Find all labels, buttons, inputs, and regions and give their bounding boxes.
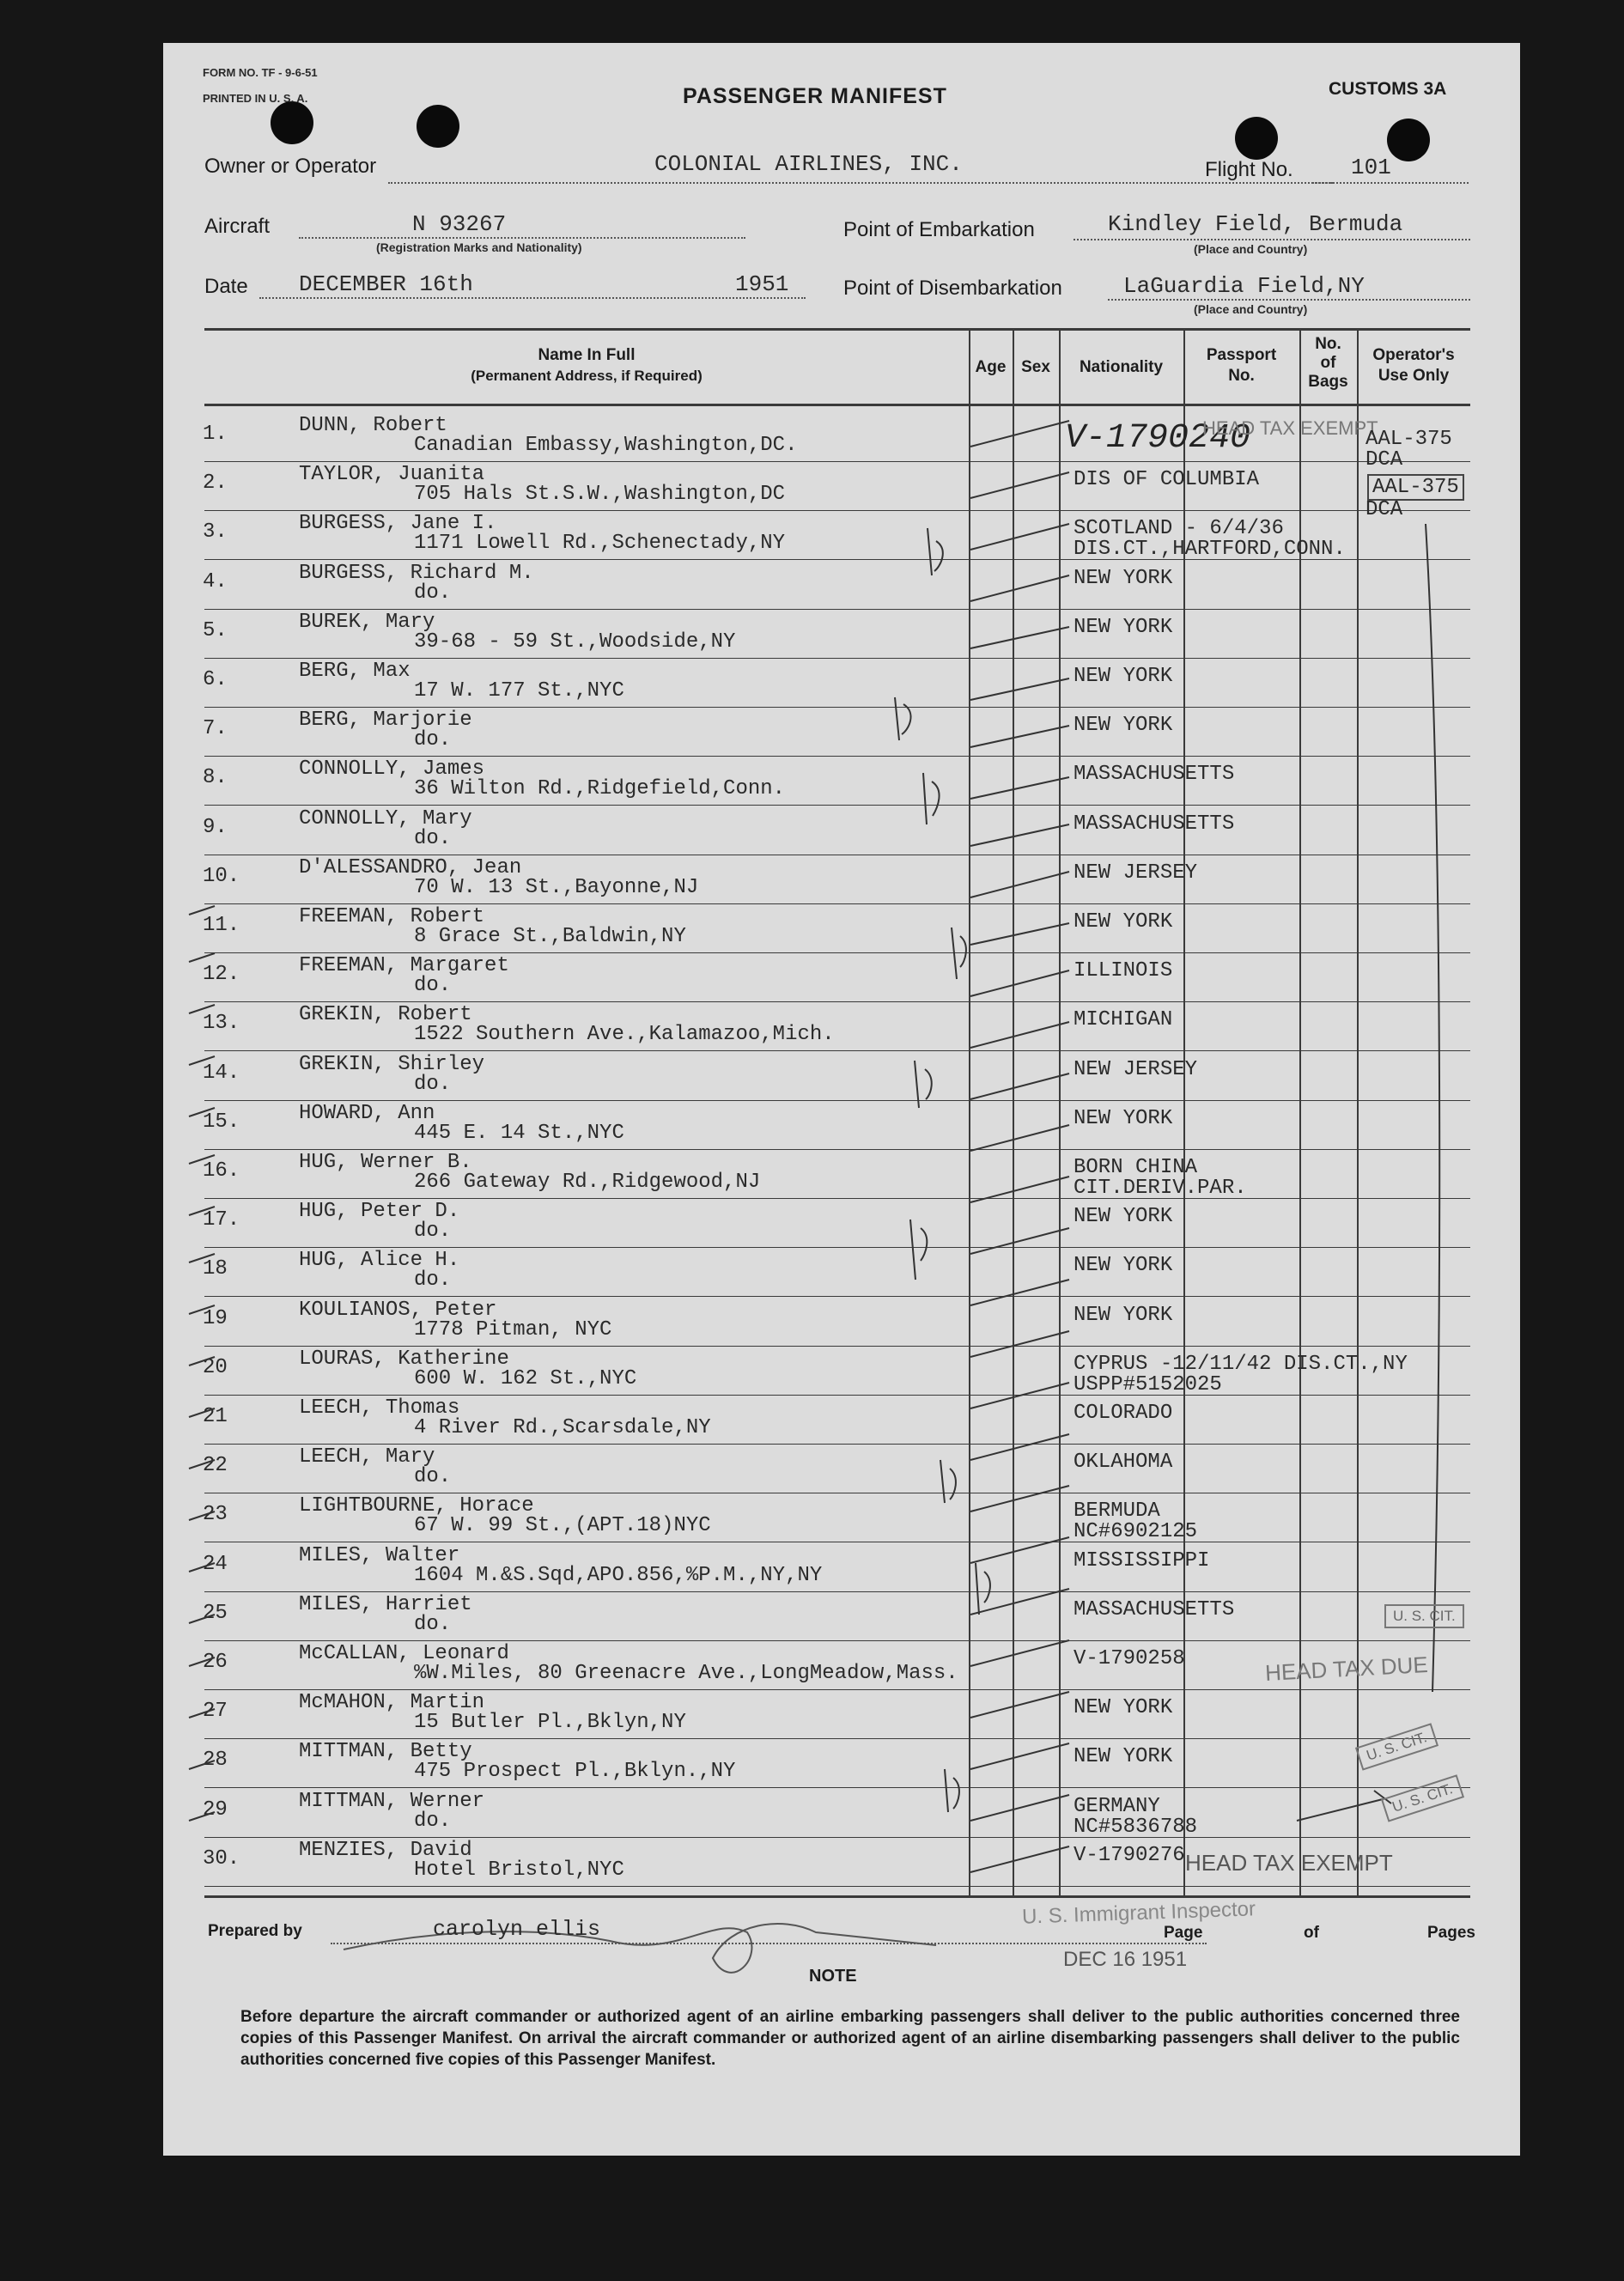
passenger-number: 24	[203, 1552, 228, 1576]
passenger-address: Canadian Embassy,Washington,DC.	[414, 434, 798, 457]
passenger-number: 13.	[203, 1012, 240, 1036]
passenger-nationality: NEW YORK	[1074, 910, 1173, 934]
aircraft-caption: (Registration Marks and Nationality)	[376, 240, 582, 254]
passenger-number: 5.	[203, 618, 228, 642]
passenger-address: do.	[414, 1268, 452, 1293]
passenger-nationality: BERMUDA	[1074, 1499, 1160, 1524]
aal-code-1: AAL-375	[1365, 428, 1452, 451]
passenger-name: GREKIN, Robert	[299, 1003, 472, 1027]
passenger-nationality: NEW YORK	[1074, 615, 1173, 639]
passenger-number: 20	[203, 1355, 228, 1379]
passenger-name: BERG, Marjorie	[299, 709, 472, 733]
passenger-address: 4 River Rd.,Scarsdale,NY	[414, 1416, 711, 1439]
aal-code-2: AAL-375	[1367, 474, 1464, 501]
passenger-nationality: NEW YORK	[1074, 1254, 1173, 1278]
passenger-number: 23	[203, 1503, 228, 1527]
passenger-name: McCALLAN, Leonard	[299, 1642, 509, 1665]
passenger-name: LOURAS, Katherine	[299, 1347, 509, 1371]
passenger-address: do.	[414, 974, 452, 998]
date-value: DECEMBER 16th	[299, 271, 473, 297]
prepared-by-value: carolyn ellis	[433, 1917, 601, 1942]
col-header-bags-line1: No.	[1315, 335, 1341, 353]
passenger-nationality: ILLINOIS	[1074, 959, 1173, 983]
passenger-number: 22	[203, 1454, 228, 1478]
note-title: NOTE	[809, 1967, 857, 1986]
passenger-passport-detail: CIT.DERIV.PAR.	[1074, 1177, 1247, 1200]
passenger-nationality: NEW YORK	[1074, 1696, 1173, 1720]
passenger-nationality: NEW JERSEY	[1074, 861, 1198, 885]
manifest-sheet	[163, 43, 1520, 2156]
passenger-nationality: GERMANY	[1074, 1794, 1160, 1818]
passenger-number: 18	[203, 1257, 228, 1281]
passenger-name: CONNOLLY, Mary	[299, 806, 472, 830]
passenger-number: 27	[203, 1700, 228, 1724]
col-header-nationality: Nationality	[1079, 358, 1164, 376]
handwriting-marks	[163, 43, 1520, 2156]
passenger-address: do.	[414, 1612, 452, 1636]
passenger-nationality: MASSACHUSETTS	[1074, 763, 1235, 787]
prepared-by-label: Prepared by	[208, 1922, 302, 1940]
col-header-name-line2: (Permanent Address, if Required)	[471, 368, 703, 384]
us-cit-stamp-2: U. S. CIT.	[1355, 1723, 1438, 1770]
passenger-passport-detail: DIS.CT.,HARTFORD,CONN.	[1074, 538, 1346, 562]
passenger-address: do.	[414, 1809, 452, 1833]
page-label: Page	[1164, 1924, 1203, 1942]
passenger-address: do.	[414, 728, 452, 752]
col-header-bags-line3: Bags	[1308, 373, 1348, 391]
passenger-name: LEECH, Mary	[299, 1445, 435, 1469]
passenger-address: %W.Miles, 80 Greenacre Ave.,LongMeadow,Mass.	[414, 1662, 958, 1685]
passenger-address: 705 Hals St.S.W.,Washington,DC	[414, 483, 786, 507]
passenger-name: TAYLOR, Juanita	[299, 463, 485, 487]
passenger-address: do.	[414, 1465, 452, 1489]
passenger-address: 266 Gateway Rd.,Ridgewood,NJ	[414, 1171, 761, 1194]
date-stamp: DEC 16 1951	[1063, 1948, 1188, 1971]
passenger-number: 16.	[203, 1159, 240, 1183]
passenger-number: 28	[203, 1749, 228, 1773]
passenger-address: 67 W. 99 St.,(APT.18)NYC	[414, 1514, 711, 1538]
passenger-number: 7.	[203, 717, 228, 741]
passenger-address: 475 Prospect Pl.,Bklyn.,NY	[414, 1760, 736, 1784]
passenger-address: do.	[414, 826, 452, 850]
passenger-name: BUREK, Mary	[299, 610, 435, 634]
head-tax-exempt-bottom: HEAD TAX EXEMPT	[1185, 1850, 1393, 1876]
passenger-address: 39-68 - 59 St.,Woodside,NY	[414, 630, 736, 654]
passenger-passport-detail: NC#6902125	[1074, 1520, 1198, 1544]
passenger-number: 6.	[203, 668, 228, 691]
pages-label: Pages	[1427, 1924, 1475, 1942]
passenger-number: 30.	[203, 1846, 240, 1870]
passenger-name: MITTMAN, Werner	[299, 1789, 485, 1813]
of-label: of	[1304, 1924, 1319, 1942]
passenger-name: BURGESS, Jane I.	[299, 512, 497, 536]
passenger-name: D'ALESSANDRO, Jean	[299, 855, 522, 879]
passenger-name: LIGHTBOURNE, Horace	[299, 1494, 534, 1518]
passenger-address: Hotel Bristol,NYC	[414, 1858, 624, 1882]
row1-passport-handwritten: V-1790240	[1065, 419, 1251, 458]
passenger-address: 445 E. 14 St.,NYC	[414, 1121, 624, 1145]
flight-value: 101	[1351, 155, 1391, 180]
passenger-name: MILES, Walter	[299, 1543, 460, 1567]
passenger-name: CONNOLLY, James	[299, 757, 485, 782]
date-label: Date	[204, 275, 248, 298]
passenger-address: 1522 Southern Ave.,Kalamazoo,Mich.	[414, 1023, 835, 1047]
passenger-nationality: NEW YORK	[1074, 1303, 1173, 1327]
passenger-nationality: MASSACHUSETTS	[1074, 1597, 1235, 1621]
passenger-nationality: MASSACHUSETTS	[1074, 812, 1235, 836]
passenger-address: 15 Butler Pl.,Bklyn,NY	[414, 1711, 686, 1735]
passenger-name: McMAHON, Martin	[299, 1691, 485, 1715]
col-header-name-line1: Name In Full	[538, 346, 636, 364]
passenger-number: 14.	[203, 1061, 240, 1085]
passenger-number: 1.	[203, 423, 228, 446]
passenger-address: 17 W. 177 St.,NYC	[414, 679, 624, 703]
col-header-passport-line1: Passport	[1206, 346, 1277, 364]
passenger-address: do.	[414, 1220, 452, 1244]
dca-code-2: DCA	[1365, 498, 1403, 521]
passenger-name: MENZIES, David	[299, 1838, 472, 1862]
passenger-number: 9.	[203, 815, 228, 839]
passenger-nationality: COLORADO	[1074, 1402, 1173, 1425]
passenger-address: 600 W. 162 St.,NYC	[414, 1366, 637, 1390]
inspector-stamp: U. S. Immigrant Inspector	[1021, 1897, 1256, 1929]
passenger-name: HUG, Peter D.	[299, 1200, 460, 1224]
head-tax-exempt-top: HEAD TAX EXEMPT	[1202, 417, 1378, 439]
passenger-nationality: OKLAHOMA	[1074, 1451, 1173, 1475]
passenger-name: FREEMAN, Margaret	[299, 954, 509, 978]
passenger-nationality: NEW JERSEY	[1074, 1057, 1198, 1081]
passenger-name: DUNN, Robert	[299, 414, 447, 437]
passenger-name: FREEMAN, Robert	[299, 905, 485, 928]
us-cit-stamp: U. S. CIT.	[1384, 1604, 1464, 1628]
passenger-nationality: NEW YORK	[1074, 1106, 1173, 1130]
year-value: 1951	[735, 271, 789, 297]
passenger-address: 1778 Pitman, NYC	[414, 1317, 612, 1341]
passenger-name: HUG, Werner B.	[299, 1151, 472, 1174]
passenger-nationality: NEW YORK	[1074, 1205, 1173, 1229]
passenger-number: 25	[203, 1601, 228, 1625]
owner-value: COLONIAL AIRLINES, INC.	[654, 151, 963, 177]
passenger-name: LEECH, Thomas	[299, 1396, 460, 1420]
passenger-number: 19	[203, 1306, 228, 1330]
disembarkation-caption: (Place and Country)	[1194, 302, 1308, 316]
passenger-number: 15.	[203, 1110, 240, 1134]
passenger-nationality: NEW YORK	[1074, 665, 1173, 688]
prepared-by-line	[331, 1943, 1207, 1944]
passenger-number: 3.	[203, 520, 228, 544]
passenger-number: 10.	[203, 864, 240, 888]
passenger-address: 8 Grace St.,Baldwin,NY	[414, 925, 686, 948]
passenger-address: 36 Wilton Rd.,Ridgefield,Conn.	[414, 777, 786, 801]
passenger-nationality: V-1790276	[1074, 1843, 1185, 1867]
passenger-name: MITTMAN, Betty	[299, 1740, 472, 1764]
note-text: Before departure the aircraft commander or authorized agent of an airline embarking passengers shall deliver to the public authorities concerned three copies of this Passenger Manifest. On arrival the aircraft commander or authorized agent of an airline disembarking passengers shall deliver to the public authorities concerned five copies of this Passenger Manifest.	[240, 2008, 1460, 2069]
passenger-number: 11.	[203, 914, 240, 937]
head-tax-due-stamp: HEAD TAX DUE	[1264, 1651, 1429, 1686]
passenger-number: 26	[203, 1651, 228, 1674]
passenger-number: 21	[203, 1405, 228, 1428]
col-header-passport-line2: No.	[1228, 367, 1255, 385]
passenger-address: 70 W. 13 St.,Bayonne,NJ	[414, 875, 699, 899]
passenger-nationality: MICHIGAN	[1074, 1008, 1173, 1032]
passenger-name: MILES, Harriet	[299, 1592, 472, 1616]
passenger-number: 8.	[203, 766, 228, 790]
passenger-name: BURGESS, Richard M.	[299, 561, 534, 585]
passenger-nationality: BORN CHINA	[1074, 1156, 1198, 1179]
disembarkation-value: LaGuardia Field,NY	[1123, 273, 1365, 299]
passenger-number: 12.	[203, 963, 240, 987]
customs-form-id: CUSTOMS 3A	[1329, 79, 1447, 99]
passenger-name: HOWARD, Ann	[299, 1101, 435, 1125]
owner-label: Owner or Operator	[204, 155, 377, 178]
passenger-address: do.	[414, 1072, 452, 1096]
passenger-number: 4.	[203, 569, 228, 593]
form-number: FORM NO. TF - 9-6-51	[203, 66, 318, 79]
embarkation-caption: (Place and Country)	[1194, 242, 1308, 256]
passenger-nationality: V-1790258	[1074, 1647, 1185, 1670]
passenger-name: HUG, Alice H.	[299, 1249, 460, 1273]
embarkation-label: Point of Embarkation	[843, 218, 1035, 241]
page-title: PASSENGER MANIFEST	[683, 84, 947, 108]
disembarkation-label: Point of Disembarkation	[843, 277, 1062, 300]
passenger-nationality: CYPRUS -12/11/42 DIS.CT.,NY	[1074, 1352, 1408, 1376]
us-cit-stamp-3: U. S. CIT.	[1381, 1774, 1464, 1822]
passenger-nationality: NEW YORK	[1074, 566, 1173, 590]
passenger-address: 1604 M.&S.Sqd,APO.856,%P.M.,NY,NY	[414, 1563, 823, 1587]
passenger-passport-detail: NC#5836788	[1074, 1815, 1198, 1839]
flight-label: Flight No.	[1205, 158, 1293, 181]
embarkation-value: Kindley Field, Bermuda	[1108, 211, 1403, 237]
passenger-passport-detail: USPP#5152025	[1074, 1372, 1222, 1396]
passenger-name: GREKIN, Shirley	[299, 1052, 485, 1076]
passenger-nationality: SCOTLAND - 6/4/36	[1074, 517, 1284, 541]
col-header-sex: Sex	[1021, 358, 1050, 376]
passenger-nationality: MISSISSIPPI	[1074, 1548, 1210, 1572]
printed-note: PRINTED IN U. S. A.	[203, 92, 308, 105]
dca-code-1: DCA	[1365, 448, 1403, 471]
col-header-operator-line1: Operator's	[1372, 346, 1455, 364]
aircraft-label: Aircraft	[204, 215, 271, 238]
passenger-number: 2.	[203, 471, 228, 496]
aircraft-value: N 93267	[412, 211, 507, 237]
passenger-name: KOULIANOS, Peter	[299, 1298, 497, 1322]
passenger-number: 17.	[203, 1208, 240, 1232]
passenger-address: do.	[414, 581, 452, 605]
passenger-nationality: NEW YORK	[1074, 714, 1173, 738]
passenger-nationality: NEW YORK	[1074, 1745, 1173, 1769]
passenger-nationality: DIS OF COLUMBIA	[1074, 468, 1260, 492]
col-header-age: Age	[975, 358, 1007, 376]
passenger-address: 1171 Lowell Rd.,Schenectady,NY	[414, 532, 786, 556]
passenger-number: 29	[203, 1797, 228, 1822]
col-header-operator-line2: Use Only	[1378, 367, 1450, 385]
passenger-name: BERG, Max	[299, 660, 411, 683]
col-header-bags-line2: of	[1320, 354, 1336, 372]
